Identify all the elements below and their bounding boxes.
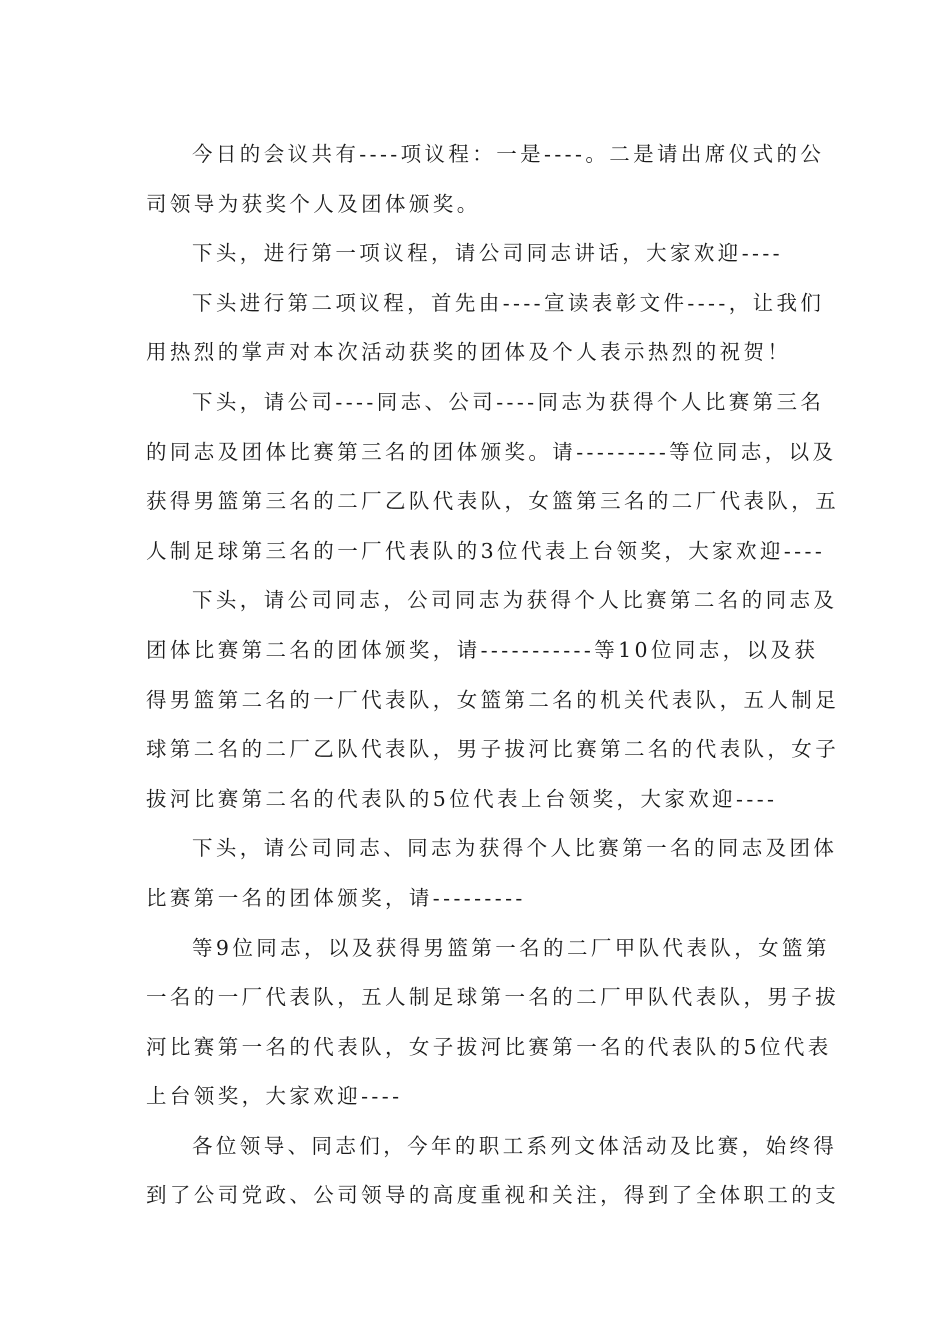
paragraph-line: 一名的一厂代表队，五人制足球第一名的二厂甲队代表队，男子拔 bbox=[146, 985, 840, 1010]
paragraph-line: 下头，进行第一项议程，请公司同志讲话，大家欢迎---- bbox=[192, 241, 784, 266]
paragraph-line: 得男篮第二名的一厂代表队，女篮第二名的机关代表队，五人制足 bbox=[146, 687, 840, 712]
paragraph-line: 等9位同志，以及获得男篮第一名的二厂甲队代表队，女篮第 bbox=[192, 935, 830, 960]
paragraph-line: 下头进行第二项议程，首先由----宣读表彰文件----，让我们 bbox=[192, 290, 825, 315]
paragraph-line: 的同志及团体比赛第三名的团体颁奖。请---------等位同志，以及 bbox=[146, 439, 837, 464]
paragraph-line: 团体比赛第二名的团体颁奖，请-----------等10位同志，以及获 bbox=[146, 637, 819, 662]
paragraph-line: 上台领奖，大家欢迎---- bbox=[146, 1084, 403, 1109]
document-body bbox=[146, 130, 840, 1221]
paragraph-line: 拔河比赛第二名的代表队的5位代表上台领奖，大家欢迎---- bbox=[146, 786, 778, 811]
paragraph-line: 今日的会议共有----项议程：一是----。二是请出席仪式的公 bbox=[192, 142, 825, 166]
paragraph-line: 下头，请公司同志、同志为获得个人比赛第一名的同志及团体 bbox=[192, 836, 838, 861]
paragraph-line: 下头，请公司同志，公司同志为获得个人比赛第二名的同志及 bbox=[192, 588, 838, 613]
paragraph-line: 下头，请公司----同志、公司----同志为获得个人比赛第三名 bbox=[192, 389, 825, 414]
paragraph-line: 球第二名的二厂乙队代表队，男子拔河比赛第二名的代表队，女子 bbox=[146, 737, 840, 762]
paragraph-line: 人制足球第三名的一厂代表队的3位代表上台领奖，大家欢迎---- bbox=[146, 538, 826, 563]
paragraph-line: 到了公司党政、公司领导的高度重视和关注，得到了全体职工的支 bbox=[146, 1183, 840, 1208]
paragraph-line: 用热烈的掌声对本次活动获奖的团体及个人表示热烈的祝贺！ bbox=[146, 340, 792, 365]
paragraph-line: 河比赛第一名的代表队，女子拔河比赛第一名的代表队的5位代表 bbox=[146, 1034, 832, 1059]
paragraph-line: 获得男篮第三名的二厂乙队代表队，女篮第三名的二厂代表队，五 bbox=[146, 489, 840, 514]
paragraph-line: 司领导为获奖个人及团体颁奖。 bbox=[146, 191, 481, 216]
paragraph-line: 比赛第一名的团体颁奖，请--------- bbox=[146, 885, 526, 910]
paragraph-line: 各位领导、同志们，今年的职工系列文体活动及比赛，始终得 bbox=[192, 1133, 838, 1158]
